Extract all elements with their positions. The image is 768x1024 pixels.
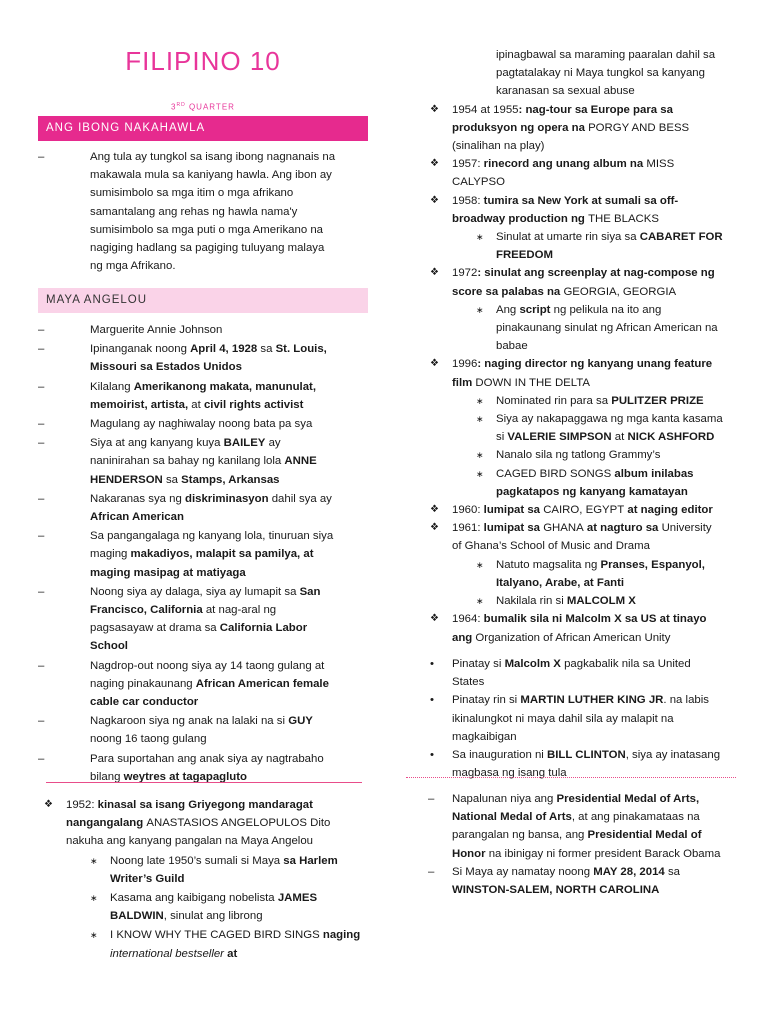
bullet-marker: • [430,694,434,707]
emphasis-text: rinecord ang unang album na [480,158,647,171]
emphasis-text: album inilabas pagkatapos ng kanyang kamatayan [496,467,694,498]
list-item [38,321,342,339]
plain-text: Siya ay nakapaggawa ng mga kanta kasama si [496,413,723,444]
asterisk-marker: ∗ [476,232,484,243]
list-item [424,655,724,691]
diamond-marker: ❖ [430,358,439,370]
dash-marker: – [428,865,435,878]
section-heading-maya: MAYA ANGELOU [38,288,368,313]
item-text [452,863,724,899]
dash-marker: – [38,530,45,543]
emphasis-text: Stamps, Arkansas [181,473,280,486]
item-text [110,852,368,888]
plain-text: ng pelikula na ito ang pinakaunang sinulat ng African American na babae [496,303,718,353]
list-item [424,46,724,101]
plain-text: 1960: [452,504,481,517]
emphasis-text: African American [90,511,184,524]
plain-text: Para suportahan ang anak siya ay nagtrabaho bilang [90,752,324,783]
plain-text: sa [664,865,680,878]
item-text [90,657,342,712]
list-item [424,556,724,592]
plain-text: THE BLACKS [588,212,659,225]
plain-text: PORGY AND BESS (sinalihan na play) [452,121,690,153]
emphasis-text: at naging editor [624,504,713,517]
item-text [452,355,724,391]
list-item [38,340,342,376]
list-item [424,155,724,191]
emphasis-text: at nagturo sa [583,522,662,535]
emphasis-text: VALERIE SIMPSON [507,431,612,444]
dash-marker: – [38,151,45,163]
emphasis-text: : naging director ng kanyang unang feature film [452,358,713,389]
plain-text: Nominated rin para sa [496,394,612,407]
diamond-marker: ❖ [44,799,53,810]
emphasis-text: kinasal sa isang Griyegong mandaragat nangangalang [66,799,313,830]
item-text [452,192,724,228]
emphasis-text: bumalik sila ni Malcolm X sa US at tinayo ang [452,613,707,644]
emphasis-text: April 4, 1928 [190,343,258,356]
list-item [38,378,342,414]
plain-text: ipinagbawal sa maraming paaralan dahil sa pagtatalakay ni Maya tungkol sa kanyang karanasan sa sexual abuse [496,49,716,98]
plain-text: na ibinigay ni former president Barack Obama [485,847,721,860]
emphasis-text: CABARET FOR FREEDOM [496,231,723,262]
plain-text: Marguerite Annie Johnson [90,324,223,336]
bullet-marker: • [430,658,434,670]
item-text [496,446,724,464]
ibong-list [38,148,338,275]
plain-text: Natuto magsalita ng [496,558,601,571]
plain-text: Nakaranas sya ng [90,492,185,505]
timeline-left [38,796,368,963]
diamond-marker: ❖ [430,194,439,206]
asterisk-marker: ∗ [90,930,98,941]
plain-text: 1958: [452,194,481,207]
plain-text: 1996 [452,358,478,371]
item-text [496,392,724,410]
item-text: Ang tula ay tungkol sa isang ibong nagnanais na makawala mula sa kaniyang hawla. Ang ibon ay sumisimbolo sa mga itim o mga afrikano samantalang ang rehas ng hawla nama'y sumisimbolo sa mga puti o mga Amerikano na nagiging hadlang sa pagiging tuluyang malaya ng mga Afrikano. [90,151,336,273]
bullet-marker: • [430,749,434,762]
plain-text: Pinatay rin si [452,694,521,707]
list-item [38,583,342,656]
dash-marker: – [38,715,45,728]
list-item [38,490,342,526]
plain-text: Ipinanganak noong [90,343,191,356]
plain-text: Kilalang [90,380,134,393]
asterisk-marker: ∗ [90,855,98,866]
list-item [424,301,724,356]
list-item [38,527,342,582]
list-item [424,355,724,391]
plain-text: Noong siya ay dalaga, siya ay lumapit sa [90,585,300,598]
diamond-marker: ❖ [430,522,439,534]
plain-text: Napalunan niya ang [452,793,557,805]
item-text [496,556,724,592]
item-text [90,750,342,786]
plain-text: . na labis ikinalungkot ni maya dahil sila ay malapit na magkaibigan [452,694,709,743]
plain-text: ay naninirahan sa bahay ng kanilang lola [90,437,285,468]
timeline-right [424,46,724,647]
emphasis-text: NICK ASHFORD [627,431,715,444]
emphasis-text: Presidential Medal of Honor [452,829,702,860]
item-text [496,465,724,501]
emphasis-text: BAILEY [223,437,266,450]
plain-text: 1952: [66,799,95,811]
emphasis-text: Pranses, Espanyol, Italyano, Arabe, at Fanti [496,558,705,589]
plain-text: , siya ay inatasang magbasa ng isang tula [452,749,721,780]
item-text [452,101,724,156]
plain-text: University of Ghana’s School of Music and Drama [452,522,712,553]
plain-text: Dito nakuha ang kanyang pangalan na Maya Angelou [66,817,331,848]
list-item [424,501,724,519]
plain-text: at [188,398,204,411]
plain-text: Ang [496,303,520,316]
item-text [90,527,342,582]
asterisk-marker: ∗ [476,596,484,607]
dash-marker: – [38,752,45,765]
page-subtitle: 3RD QUARTER [171,102,235,112]
divider-left [46,782,362,783]
emphasis-text: at [223,947,238,960]
plain-text: Sa inauguration ni [452,749,547,762]
list-item [424,446,724,464]
plain-text: Noong late 1950’s sumali si Maya [110,854,284,867]
emphasis-text: African American female cable car conductor [90,677,329,709]
item-text [452,610,724,646]
list-item [424,592,724,610]
emphasis-text: tumira sa New York at sumali sa off-broadway production ng [452,194,679,225]
plain-text: 1964: [452,613,481,626]
item-text [496,301,724,356]
plain-text: noong 16 taong gulang [90,733,207,746]
emphasis-text: ANNE HENDERSON [90,455,317,486]
item-text [110,889,368,925]
list-item [424,691,724,746]
emphasis-text: MARTIN LUTHER KING JR [520,694,664,707]
item-text [66,796,368,851]
item-text [496,46,724,101]
item-text [90,583,342,656]
item-text [452,519,724,555]
item-text [90,490,342,526]
dash-marker: – [38,343,45,356]
emphasis-text: San Francisco, California [90,585,321,617]
dash-marker: – [38,492,45,505]
dash-marker: – [38,380,45,393]
item-text [452,264,724,300]
emphasis-text: MALCOLM X [566,595,636,608]
list-item [424,192,724,228]
awards-right [424,790,724,899]
list-item [424,610,724,646]
diamond-marker: ❖ [430,613,439,625]
emphasis-text: makadiyos, malapit sa pamilya, at maging masipag at matiyaga [90,548,314,579]
item-text [452,691,724,746]
item-text [496,592,724,610]
emphasis-text: BILL CLINTON [547,749,626,762]
emphasis-text: script [519,303,551,316]
dash-marker: – [38,324,45,336]
emphasis-text: : nag-tour sa Europe para sa produksyon ng opera na [452,103,673,134]
page-title: FILIPINO 10 [125,46,281,76]
list-item [424,410,724,446]
emphasis-text: sa Harlem Writer’s Guild [110,854,338,885]
list-item [38,148,338,275]
list-item [38,926,368,962]
plain-text: 1954 at 1955 [452,103,519,116]
emphasis-text: St. Louis, Missouri sa Estados Unidos [90,343,327,374]
list-item [38,434,342,489]
emphasis-text: lumipat sa [480,522,544,535]
diamond-marker: ❖ [430,267,439,279]
plain-text: dahil sya ay [268,492,332,505]
emphasis-text: California Labor School [90,622,308,653]
plain-text: at [611,431,628,444]
asterisk-marker: ∗ [476,468,484,479]
plain-text: sa [162,473,182,486]
list-item [38,852,368,888]
emphasis-text: Amerikanong makata, manunulat, memoirist, artista, [90,380,316,411]
plain-text: GHANA [543,522,584,535]
list-item [424,465,724,501]
plain-text: , sinulat ang librong [163,910,263,923]
item-text [90,415,342,433]
emphasis-text: PULITZER PRIZE [611,394,704,407]
emphasis-text: Presidential Medal of Arts, National Medal of Arts [452,793,700,824]
asterisk-marker: ∗ [476,304,484,315]
asterisk-marker: ∗ [476,450,484,461]
list-item [424,519,724,555]
plain-text: CAGED BIRD SONGS [496,467,612,480]
emphasis-text: diskriminasyon [184,492,269,505]
item-text [110,926,368,962]
asterisk-marker: ∗ [476,395,484,406]
list-item [424,392,724,410]
plain-text: Sinulat at umarte rin siya sa [496,231,640,244]
diamond-marker: ❖ [430,158,439,170]
asterisk-marker: ∗ [90,893,98,904]
dash-marker: – [38,437,45,450]
list-item [38,889,368,925]
emphasis-text: weytres at tagapagluto [123,770,248,783]
plain-text: Magulang ay naghiwalay noong bata pa sya [90,418,313,431]
emphasis-text: WINSTON-SALEM, NORTH CAROLINA [452,884,660,897]
plain-text: Pinatay si [452,658,505,670]
list-item [38,750,342,786]
section-heading-ibong: ANG IBONG NAKAHAWLA [38,116,368,141]
plain-text: Nagkaroon siya ng anak na lalaki na si [90,715,289,728]
plain-text: 1957: [452,158,481,171]
item-text [452,501,724,519]
plain-text: CAIRO, EGYPT [543,504,625,517]
emphasis-text: lumipat sa [480,504,544,517]
list-item [424,863,724,899]
plain-text: GEORGIA, GEORGIA [563,285,677,298]
plain-text: I KNOW WHY THE CAGED BIRD SINGS [110,929,320,942]
plain-text: 1972 [452,267,478,280]
plain-text: Nagdrop-out noong siya ay 14 taong gulang at naging pinakaunang [90,659,325,690]
plain-text: at nag-aral ng pagsasayaw at drama sa [90,604,277,635]
plain-text: Nanalo sila ng tatlong Grammy’s [496,449,661,462]
item-text [496,410,724,446]
plain-text: DOWN IN THE DELTA [475,376,590,389]
list-item [424,264,724,300]
emphasis-text: JAMES BALDWIN [110,892,318,923]
dash-marker: – [428,793,435,805]
item-text [452,790,724,863]
plain-text: Organization of African American Unity [475,631,671,644]
emphasis-text: civil rights activist [203,398,304,411]
list-item [38,657,342,712]
plain-text: MISS CALYPSO [452,158,675,189]
plain-text: Kasama ang kaibigang nobelista [110,892,278,905]
item-text [496,228,724,264]
emphasis-text: : sinulat ang screenplay at nag-compose ng score sa palabas na [452,267,715,298]
plain-text: Sa pangangalaga ng kanyang lola, tinuruan siya maging [90,530,334,561]
emphasis-text: MAY 28, 2014 [593,865,665,878]
plain-text: international bestseller [110,947,224,960]
bullets-right [424,655,724,782]
asterisk-marker: ∗ [476,414,484,425]
plain-text: Nakilala rin si [496,595,567,608]
plain-text: ANASTASIOS ANGELOPULOS [146,817,307,830]
item-text [90,321,342,339]
item-text [452,655,724,691]
item-text [452,155,724,191]
emphasis-text: GUY [288,715,313,728]
divider-right [406,777,736,778]
list-item [38,796,368,851]
plain-text: sa [257,343,276,356]
plain-text: 1961: [452,522,481,535]
diamond-marker: ❖ [430,504,439,516]
plain-text: Siya at ang kanyang kuya [90,437,224,450]
maya-list [38,321,342,787]
item-text [90,434,342,489]
asterisk-marker: ∗ [476,559,484,570]
dash-marker: – [38,418,45,431]
plain-text: , at ang pinakamataas na parangalan ng bansa, ang [452,811,700,842]
plain-text: pagkabalik nila sa United States [452,658,691,689]
plain-text: Si Maya ay namatay noong [452,865,594,878]
list-item [38,415,342,433]
item-text [90,340,342,376]
item-text [90,712,342,748]
list-item [424,228,724,264]
list-item [38,712,342,748]
diamond-marker: ❖ [430,103,439,115]
emphasis-text: Malcolm X [504,658,561,670]
list-item [424,101,724,156]
emphasis-text: naging [319,929,361,942]
item-text [90,378,342,414]
list-item [424,790,724,863]
dash-marker: – [38,659,45,672]
dash-marker: – [38,585,45,598]
